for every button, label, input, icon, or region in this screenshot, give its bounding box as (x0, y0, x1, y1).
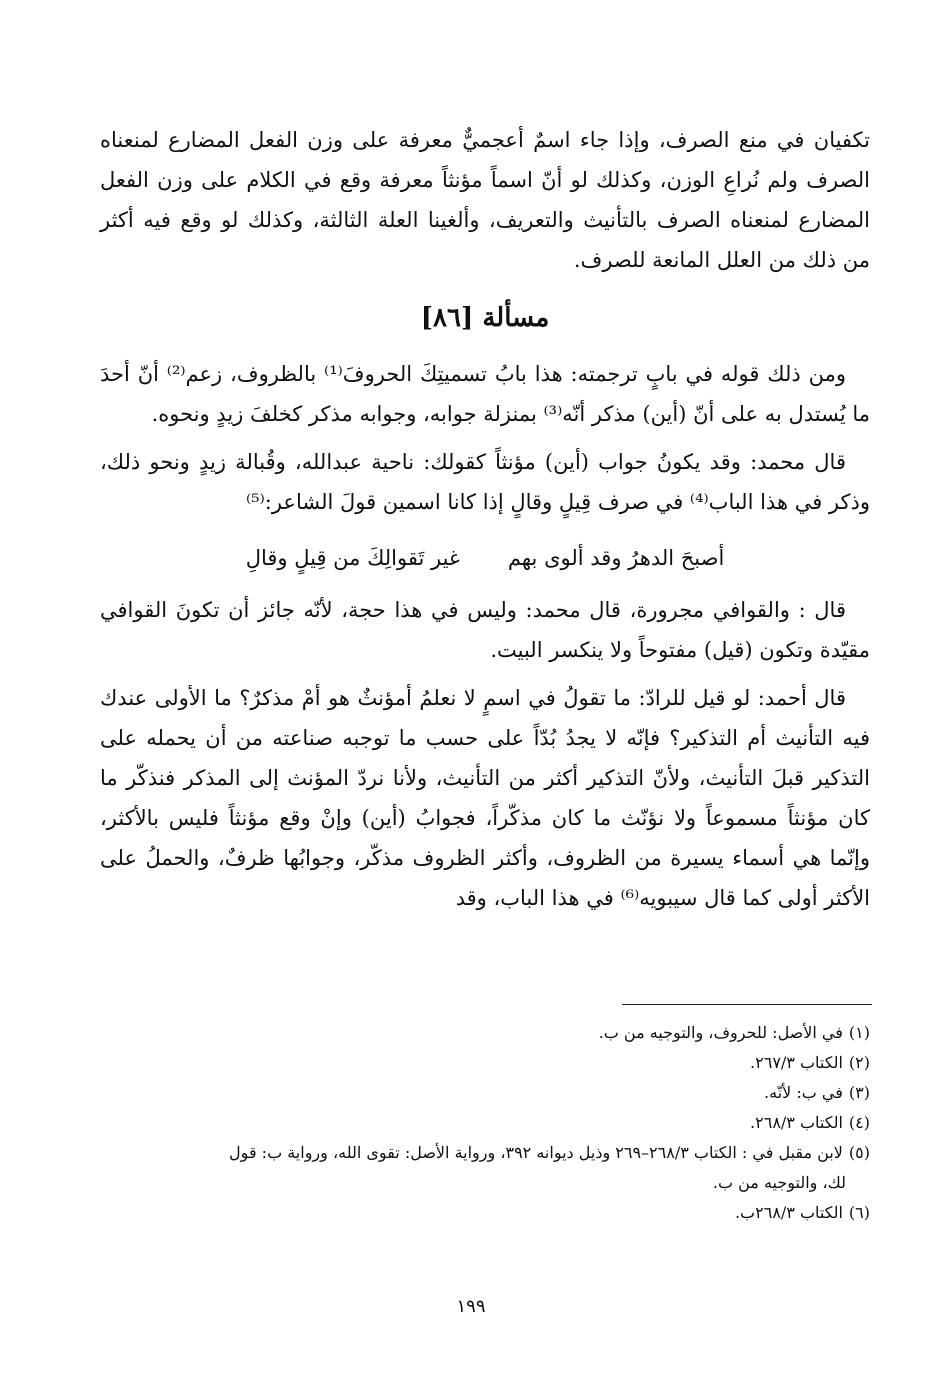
verse-first-hemistich: أصبحَ الدهرُ وقد ألوى بهم (507, 546, 725, 570)
footnote-6 (100, 1198, 870, 1228)
footnote-text: الكتاب ٢٦٨/٣ب. (734, 1203, 843, 1222)
footnotes (100, 1018, 870, 1228)
verse-second-hemistich: غير تَقوالِكَ من قِيلٍ وقالِ (245, 546, 460, 570)
footnote-text: في الأصل: للحروف، والتوجيه من ب. (598, 1023, 843, 1042)
paragraph-5: قال أحمد: لو قيل للرادّ: ما تقولُ في اسمٍ لا نعلمُ أمؤنثٌ هو أمْ مذكرٌ؟ ما الأولى عندك فيه التأنيث أم التذكير؟ فإنّه لا يجدُ بُدّاً على حسب ما توجبه صناعته من أن يحمله على التذكير قبلَ التأنيث، ولأنّ التذكير أكثر من التأنيث، ولأنا نردّ المؤنث إلى المذكر فنذكّر ما كان مؤنثاً مسموعاً ولا نؤنّث ما كان مذكّراً، فجوابُ (أين) وإنْ وقع مؤنثاً فليس بالأكثر، وإنّما هي أسماء يسيرة من الظروف، وأكثر الظروف مذكّر، وجوابُها ظرفٌ، والحملُ على الأكثر أولى كما قال سيبويه⁽⁶⁾ في هذا الباب، وقد (100, 686, 870, 910)
footnote-number: (٥) (848, 1143, 870, 1162)
footnote-number: (٣) (848, 1083, 870, 1102)
footnote-5-continuation: لك، والتوجيه من ب. (712, 1173, 846, 1192)
footnote-5 (100, 1138, 870, 1168)
paragraph-1: تكفيان في منع الصرف، وإذا جاء اسمٌ أعجميٌّ معرفة على وزن الفعل المضارع لمنعناه الصرف ولم نُراعِ الوزن، وكذلك لو أنّ اسماً مؤنثاً معرفة وقع في الكلام على وزن الفعل المضارع لمنعناه الصرف بالتأنيث والتعريف، وألغينا العلة الثالثة، وكذلك لو وقع فيه أكثر من ذلك من العلل المانعة للصرف. (100, 128, 870, 272)
footnote-text: لابن مقبل في : الكتاب ٢٦٨/٣–٢٦٩ وذيل ديوانه ٣٩٢، ورواية الأصل: تقوى الله، ورواية ب: قول (229, 1143, 843, 1162)
paragraph-3: قال محمد: وقد يكونُ جواب (أين) مؤنثاً كقولك: ناحية عبدالله، وقُبالة زيدٍ ونحو ذلك، وذكر في هذا الباب⁽⁴⁾ في صرف قِيلٍ وقالٍ إذا كانا اسمين قولَ الشاعر:⁽⁵⁾ (100, 450, 870, 514)
footnote-number: (١) (848, 1023, 870, 1042)
main-text (100, 120, 870, 918)
footnote-text: الكتاب ٢٦٨/٣. (750, 1113, 843, 1132)
footnote-1 (100, 1018, 870, 1048)
footnote-2 (100, 1048, 870, 1078)
section-heading: مسألة [٨٦] (420, 303, 550, 333)
footnote-3 (100, 1078, 870, 1108)
poetry-verse (100, 538, 870, 578)
page-number: ١٩٩ (456, 1296, 486, 1317)
footnote-separator (622, 1004, 872, 1005)
footnote-number: (٤) (848, 1113, 870, 1132)
paragraph-2: ومن ذلك قوله في بابٍ ترجمته: هذا بابُ تسميتِكَ الحروفَ⁽¹⁾ بالظروف، زعم⁽²⁾ أنّ أحدَ ما يُستدل به على أنّ (أين) مذكر أنّه⁽³⁾ بمنزلة جوابه، وجوابه مذكر كخلفَ زيدٍ ونحوه. (100, 362, 870, 426)
footnote-text: في ب: لأنّه. (764, 1083, 843, 1102)
footnote-number: (٦) (848, 1203, 870, 1222)
footnote-text: الكتاب ٢٦٧/٣. (750, 1053, 843, 1072)
footnote-number: (٢) (848, 1053, 870, 1072)
paragraph-4: قال : والقوافي مجرورة، قال محمد: وليس في هذا حجة، لأنّه جائز أن تكونَ القوافي مقيّدة وتكون (قيل) مفتوحاً ولا ينكسر البيت. (100, 598, 870, 662)
footnote-4 (100, 1108, 870, 1138)
